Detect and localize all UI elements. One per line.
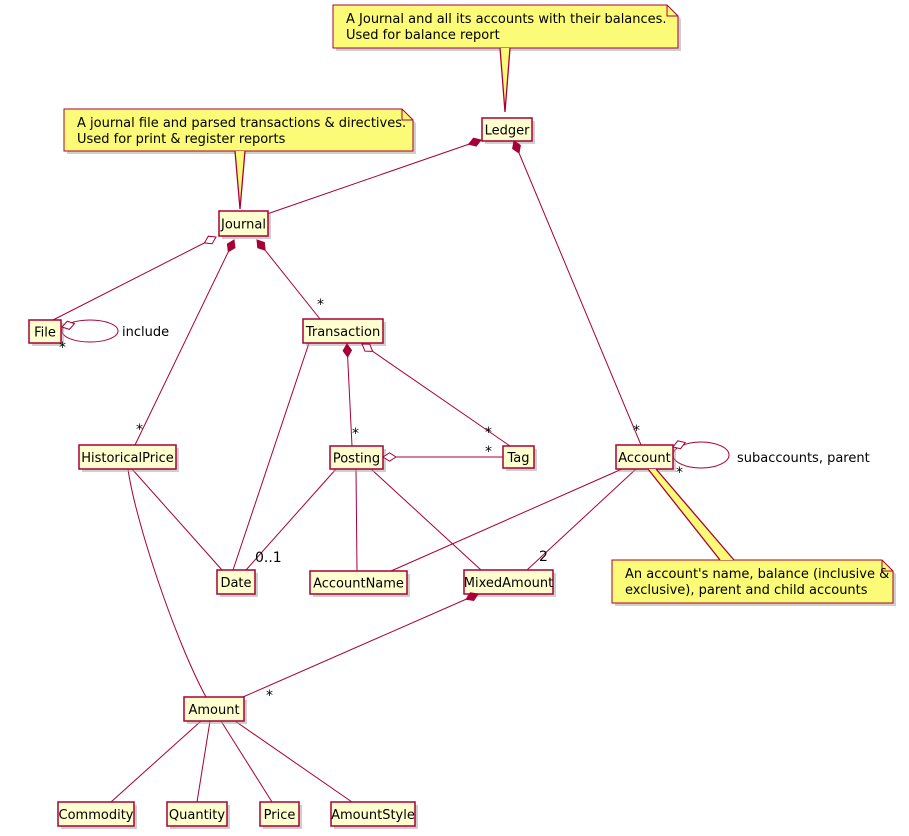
edge-journal-transaction (257, 240, 320, 319)
edge-posting-mixedamount (371, 469, 481, 570)
edge-mixedamount-amount (243, 594, 478, 697)
association-label-file-include: include (122, 325, 170, 340)
note-text-ledger-line2: Used for balance report (346, 28, 500, 43)
cardinality-label-posting-date: 0..1 (255, 550, 282, 566)
class-name-commodity: Commodity (58, 808, 134, 823)
cardinality-label-journal-historicalprice: * (136, 422, 143, 438)
aggregation-diamond-journal-file (204, 236, 216, 243)
note-text-ledger-line1: A Journal and all its accounts with their balances. (346, 12, 667, 27)
edge-account-accountname (391, 469, 622, 571)
cardinality-label-transaction-posting: * (352, 426, 359, 442)
edge-historicalprice-date (132, 469, 222, 570)
class-boxes-layer (29, 118, 676, 829)
cardinality-label-transaction-tag: * (485, 425, 492, 441)
class-name-accountname: AccountName (313, 576, 404, 592)
edge-historicalprice-amount (128, 469, 206, 697)
composition-diamond-journal-transaction (257, 240, 265, 250)
cardinality-label-posting-tag: * (485, 444, 492, 460)
composition-diamond-ledger-journal (469, 138, 481, 146)
class-name-posting: Posting (332, 451, 381, 467)
cardinality-label-ledger-account: * (633, 423, 640, 439)
class-name-price: Price (263, 808, 296, 823)
class-name-journal: Journal (221, 217, 266, 233)
note-text-journal-line2: Used for print & register reports (77, 132, 286, 147)
cardinality-label-mixedamount-amount: * (266, 688, 273, 704)
class-name-date: Date (220, 576, 252, 591)
cardinality-label-account-subaccounts: * (676, 465, 683, 481)
edge-amount-commodity (111, 721, 201, 802)
note-pointer-fill-journal (235, 151, 245, 209)
edge-posting-accountname (356, 469, 357, 571)
notes-layer (64, 5, 896, 606)
edge-amount-quantity (197, 721, 210, 802)
cardinality-label-file-include: * (59, 340, 66, 356)
diamonds-layer (62, 138, 685, 600)
class-name-amountstyle: AmountStyle (331, 808, 415, 823)
edge-journal-file (53, 237, 216, 320)
class-name-transaction: Transaction (305, 325, 381, 340)
class-name-file: File (34, 325, 56, 341)
class-name-ledger: Ledger (484, 123, 530, 139)
edge-transaction-date (233, 343, 309, 570)
class-name-tag: Tag (507, 451, 530, 466)
edge-amount-amountstyle (235, 721, 352, 802)
note-text-journal-line1: A journal file and parsed transactions & directives. (77, 116, 407, 131)
class-name-mixedamount: MixedAmount (463, 576, 554, 591)
note-pointer-fill-account (648, 469, 734, 560)
note-text-account-line2: exclusive), parent and child accounts (625, 583, 868, 598)
aggregation-diamond-account-subaccounts (673, 441, 685, 449)
edge-amount-price (221, 721, 272, 802)
association-label-account-subaccounts: subaccounts, parent (737, 451, 870, 466)
class-name-amount: Amount (188, 703, 240, 718)
note-text-account-line1: An account's name, balance (inclusive & (625, 567, 890, 582)
class-name-historicalprice: HistoricalPrice (81, 451, 174, 466)
composition-diamond-journal-historicalprice (227, 240, 235, 252)
class-name-quantity: Quantity (168, 808, 226, 823)
cardinality-label-account-mixedamount: 2 (539, 549, 548, 565)
edge-ledger-account (514, 141, 641, 445)
note-pointer-fill-ledger (500, 48, 510, 112)
class-name-account: Account (618, 451, 671, 466)
cardinality-label-journal-transaction: * (317, 297, 324, 313)
